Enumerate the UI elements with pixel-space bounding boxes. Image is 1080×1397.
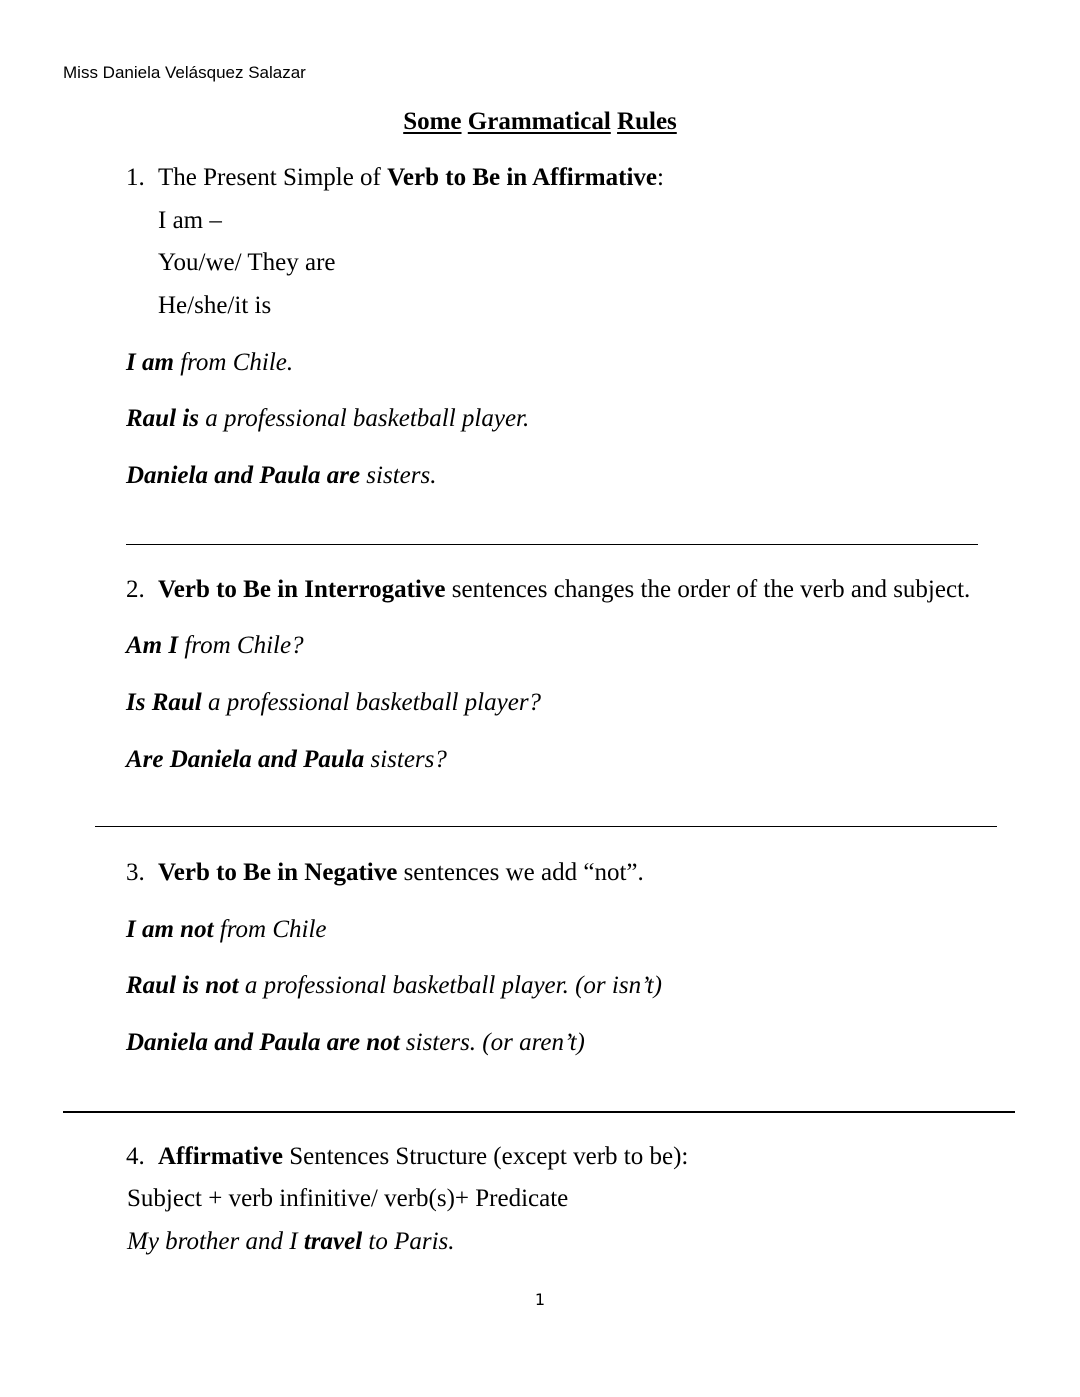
section-2-heading-text: sentences changes the order of the verb and subject. xyxy=(445,576,971,603)
page-number: 1 xyxy=(534,1290,546,1309)
example-bold: Is Raul xyxy=(126,689,202,716)
section-3-heading xyxy=(126,857,644,889)
example-rest: from Chile. xyxy=(173,349,294,376)
example-negative-2 xyxy=(126,970,662,1002)
section-3-number: 3. xyxy=(126,859,145,886)
example-interrogative-2 xyxy=(126,687,541,719)
example-rest: sisters? xyxy=(364,746,447,773)
section-3-heading-text: sentences we add “not”. xyxy=(397,859,644,886)
form-i-am: I am – xyxy=(158,207,222,234)
section-1-heading-bold: Verb to Be in Affirmative xyxy=(387,164,658,191)
example-negative-3 xyxy=(126,1027,585,1059)
title-word-grammatical: Grammatical xyxy=(467,108,611,135)
section-1-heading-text: The Present Simple of xyxy=(158,164,388,191)
example-affirmative-3 xyxy=(126,460,436,492)
author-header: Miss Daniela Velásquez Salazar xyxy=(63,63,306,82)
example-affirmative-2 xyxy=(126,403,529,435)
example-rest: a professional basketball player. xyxy=(198,405,530,432)
example-affirmative-1 xyxy=(126,347,293,379)
example-bold: travel xyxy=(303,1228,363,1255)
example-bold: I am not xyxy=(126,916,214,943)
section-4-heading-text: Sentences Structure (except verb to be): xyxy=(282,1143,689,1170)
example-bold: Daniela and Paula are xyxy=(126,462,361,489)
example-rest: a professional basketball player? xyxy=(201,689,542,716)
example-bold: Raul is xyxy=(126,405,199,432)
example-bold: I am xyxy=(126,349,174,376)
example-rest: sisters. xyxy=(360,462,437,489)
section-1-heading-end: : xyxy=(657,164,664,191)
section-2-heading-bold: Verb to Be in Interrogative xyxy=(158,576,446,603)
example-interrogative-1 xyxy=(126,630,304,662)
example-rest: a professional basketball player. (or isn’t) xyxy=(238,972,662,999)
section-2-heading xyxy=(126,574,970,606)
section-1-heading xyxy=(126,162,664,194)
section-4-number: 4. xyxy=(126,1143,145,1170)
divider-1 xyxy=(126,544,978,545)
section-1-number: 1. xyxy=(126,164,145,191)
example-before: My brother and I xyxy=(127,1228,304,1255)
section-4-heading xyxy=(126,1141,688,1173)
example-bold: Are Daniela and Paula xyxy=(126,746,365,773)
page-title xyxy=(0,106,1080,138)
example-bold: Am I xyxy=(126,632,179,659)
divider-3 xyxy=(63,1111,1015,1113)
example-interrogative-3 xyxy=(126,744,447,776)
section-4-heading-bold: Affirmative xyxy=(158,1143,283,1170)
example-after: to Paris. xyxy=(362,1228,455,1255)
example-structure xyxy=(127,1226,455,1258)
section-2-number: 2. xyxy=(126,576,145,603)
example-rest: from Chile? xyxy=(178,632,304,659)
example-rest: sisters. (or aren’t) xyxy=(399,1029,585,1056)
sentence-structure-formula: Subject + verb infinitive/ verb(s)+ Predicate xyxy=(127,1185,569,1212)
section-3-heading-bold: Verb to Be in Negative xyxy=(158,859,398,886)
example-negative-1 xyxy=(126,914,327,946)
example-rest: from Chile xyxy=(213,916,327,943)
title-word-some: Some xyxy=(403,108,462,135)
example-bold: Daniela and Paula are not xyxy=(126,1029,400,1056)
form-he-she-it-is: He/she/it is xyxy=(158,292,272,319)
example-bold: Raul is not xyxy=(126,972,239,999)
form-you-we-they-are: You/we/ They are xyxy=(158,249,336,276)
divider-2 xyxy=(95,826,997,827)
title-word-rules: Rules xyxy=(617,108,677,135)
